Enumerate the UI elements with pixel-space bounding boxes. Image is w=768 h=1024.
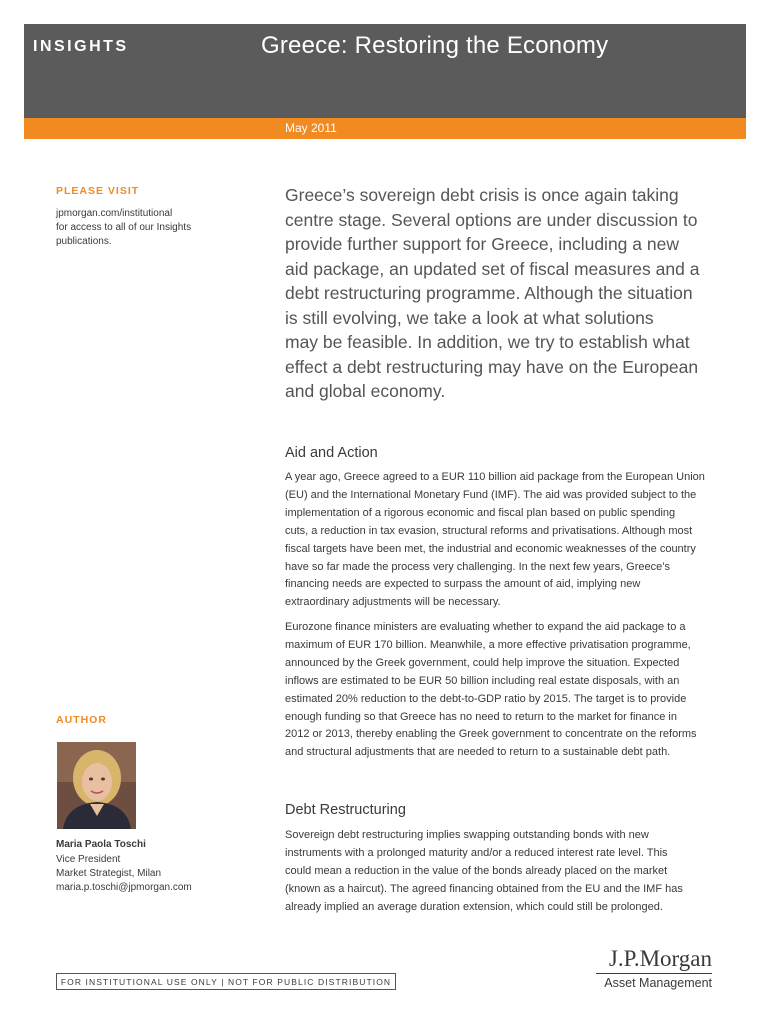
lead-line: provide further support for Greece, including a new — [285, 234, 679, 254]
please-visit-heading: PLEASE VISIT — [56, 185, 140, 197]
lead-line: may be feasible. In addition, we try to establish what — [285, 332, 690, 352]
author-name: Maria Paola Toschi — [56, 839, 146, 850]
author-photo — [57, 742, 136, 829]
text-line: announced by the Greek government, could help improve the situation. Expected — [285, 656, 680, 669]
text-line: financing needs are expected to surpass the amount of aid, implying new — [285, 578, 641, 591]
author-email[interactable]: maria.p.toschi@jpmorgan.com — [56, 882, 192, 893]
text-line: implementation of a rigorous economic and fiscal plan based on public spending — [285, 506, 676, 519]
author-heading: AUTHOR — [56, 714, 107, 726]
text-line: estimated 20% reduction to the debt-to-GDP ratio by 2015. The target is to provide — [285, 692, 687, 705]
visit-link[interactable]: jpmorgan.com/institutional — [56, 208, 173, 219]
lead-line: aid package, an updated set of fiscal measures and a — [285, 258, 700, 279]
paragraph-aid-2 — [285, 619, 715, 762]
text-line: and structural adjustments that are needed to return to a sustainable debt path. — [285, 746, 671, 759]
lead-paragraph — [285, 183, 715, 404]
text-line: 2012 or 2013, thereby enabling the Greek government to concentrate on the reforms — [285, 728, 697, 741]
section-heading-aid-and-action: Aid and Action — [285, 445, 378, 461]
logo-wordmark: J.P.Morgan — [608, 946, 712, 971]
text-line: extraordinary adjustments will be necessary. — [285, 596, 501, 609]
text-line: fiscal targets have been met, the industrial and economic weaknesses of the country — [285, 542, 696, 555]
visit-line: publications. — [56, 236, 112, 247]
series-label: INSIGHTS — [33, 38, 129, 55]
text-line: could mean a reduction in the value of the bonds already placed on the market — [285, 864, 668, 877]
text-line: instruments with a prolonged maturity and/or a reduced interest rate level. This — [285, 846, 668, 859]
text-line: maximum of EUR 170 billion. Meanwhile, a more effective privatisation programme, — [285, 638, 691, 651]
distribution-notice-text: FOR INSTITUTIONAL USE ONLY | NOT FOR PUBLIC DISTRIBUTION — [60, 976, 392, 987]
lead-line: debt restructuring programme. Although the situation — [285, 283, 693, 303]
lead-line: Greece’s sovereign debt crisis is once again taking — [285, 185, 679, 205]
text-line: enough funding so that Greece has no need to return to the market for finance in — [285, 710, 677, 723]
please-visit-text — [56, 207, 226, 249]
logo-subtitle: Asset Management — [604, 976, 712, 990]
date-band — [24, 118, 746, 139]
text-line: (known as a haircut). The agreed financing obtained from the EU and the IMF has — [285, 882, 683, 895]
paragraph-aid-1 — [285, 469, 715, 612]
text-line: (EU) and the International Monetary Fund (IMF). The aid was provided subject to the — [285, 488, 697, 501]
author-details — [56, 853, 236, 895]
lead-line: effect a debt restructuring may have on the European — [285, 356, 699, 377]
lead-line: and global economy. — [285, 381, 446, 401]
publication-date: May 2011 — [285, 121, 337, 135]
section-heading-debt-restructuring: Debt Restructuring — [285, 802, 406, 818]
paragraph-debt-1 — [285, 827, 715, 917]
text-line: A year ago, Greece agreed to a EUR 110 billion aid package from the European Union — [285, 471, 705, 483]
visit-line: for access to all of our Insights — [56, 222, 192, 233]
author-title: Vice President — [56, 854, 121, 865]
lead-line: centre stage. Several options are under discussion to — [285, 209, 698, 230]
text-line: already implied an average duration extension, which could still be prolonged. — [285, 900, 663, 913]
author-position: Market Strategist, Milan — [56, 868, 162, 879]
page-title: Greece: Restoring the Economy — [261, 32, 609, 59]
text-line: have so far made the process very challenging. In the next few years, Greece’s — [285, 560, 670, 573]
lead-line: is still evolving, we take a look at what solutions — [285, 307, 654, 328]
distribution-notice — [56, 973, 396, 990]
text-line: inflows are estimated to be EUR 50 billion including real estate disposals, with an — [285, 674, 680, 687]
author-portrait-image — [57, 742, 136, 829]
text-line: Eurozone finance ministers are evaluating whether to expand the aid package to a — [285, 621, 686, 633]
jpmorgan-logo — [560, 946, 712, 990]
text-line: Sovereign debt restructuring implies swapping outstanding bonds with new — [285, 829, 649, 841]
logo-divider — [596, 973, 712, 974]
text-line: cuts, a reduction in tax evasion, structural reforms and privatisations. Although most — [285, 524, 693, 537]
